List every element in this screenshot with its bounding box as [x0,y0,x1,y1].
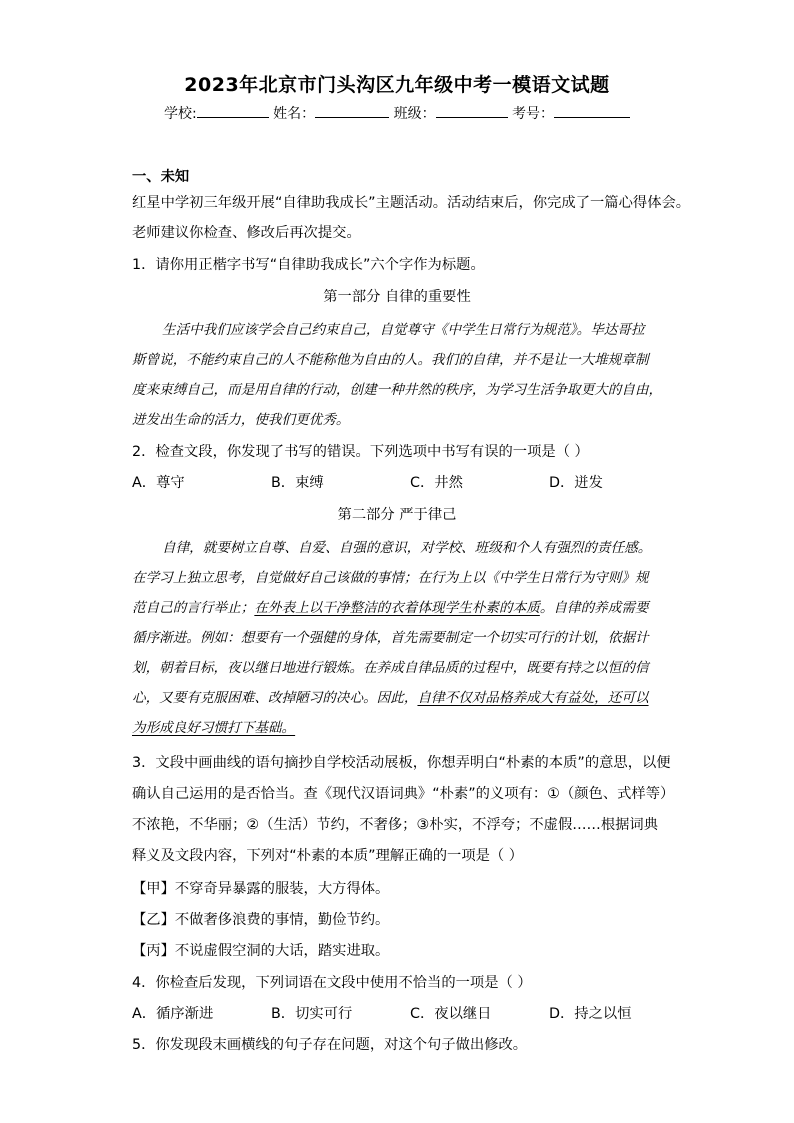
question-3-line: 3．文段中画曲线的语句摘抄自学校活动展板，你想弄明白“朴素的本质”的意思，以便 [132,755,671,771]
passage-line: 斯曾说，不能约束自己的人不能称他为自由的人。我们的自律，并不是让一大堆规章制 [132,352,649,368]
exam-no-blank[interactable] [554,103,630,118]
underlined-sentence: 为形成良好习惯打下基础。 [132,720,296,736]
passage-text: 范自己的言行举止； [132,600,255,616]
q4-option-a[interactable]: A．循序渐进 [132,1006,214,1022]
passage-line [132,596,664,616]
q4-options [132,1003,692,1023]
class-blank[interactable] [436,103,508,118]
q3-choice-jia[interactable]: 【甲】不穿奇异暴露的服装，大方得体。 [132,881,390,897]
passage-line [132,716,664,736]
q2-option-c[interactable]: C．井然 [410,475,463,491]
question-4: 4．你检查后发现，下列词语在文段中使用不恰当的一项是（ ） [132,975,532,991]
passage-line [132,686,664,706]
underlined-sentence: 自律不仅对品格养成大有益处，还可以 [417,690,649,706]
q4-option-b[interactable]: B．切实可行 [271,1006,353,1022]
question-5: 5．你发现段末画横线的句子存在问题，对这个句子做出修改。 [132,1037,528,1053]
name-blank[interactable] [315,103,389,118]
passage-line: 生活中我们应该学会自己约束自己，自觉尊守《中学生日常行为规范》。毕达哥拉 [162,322,645,338]
question-3-line: 确认自己运用的是否恰当。查《现代汉语词典》“朴素”的义项有：①（颜色、式样等） [132,786,675,802]
q3-choice-yi[interactable]: 【乙】不做奢侈浪费的事情，勤俭节约。 [132,912,390,928]
section-heading: 一、未知 [132,169,190,185]
intro-line: 红星中学初三年级开展“自律助我成长”主题活动。活动结束后，你完成了一篇心得体会。 [132,195,691,211]
exam-no-label: 考号： [512,106,555,122]
exam-title: 2023年北京市门头沟区九年级中考一模语文试题 [184,74,610,96]
q3-choice-bing[interactable]: 【丙】不说虚假空洞的大话，踏实进取。 [132,943,390,959]
school-label: 学校: [163,106,197,122]
part2-heading: 第二部分 严于律己 [337,507,457,523]
question-3-line: 不浓艳，不华丽；②（生活）节约，不奢侈；③朴实，不浮夸；不虚假……根据词典 [132,817,659,833]
passage-line: 划，朝着目标，夜以继日地进行锻炼。在养成自律品质的过程中，既要有持之以恒的信 [132,660,649,676]
q2-option-a[interactable]: A．尊守 [132,475,185,491]
q2-option-b[interactable]: B．束缚 [271,475,324,491]
part1-heading: 第一部分 自律的重要性 [323,289,471,305]
passage-text: 心，又要有克服困难、改掉陋习的决心。因此， [132,690,418,706]
passage-line: 循序渐进。例如：想要有一个强健的身体，首先需要制定一个切实可行的计划，依据计 [132,630,649,646]
name-label: 姓名： [273,106,316,122]
q4-option-c[interactable]: C．夜以继日 [410,1006,492,1022]
passage-line: 度来束缚自己，而是用自律的行动，创建一种井然的秩序，为学习生活争取更大的自由， [132,382,663,398]
class-label: 班级： [393,106,436,122]
passage-text: 。自律的养成需要 [539,600,649,616]
question-2: 2．检查文段，你发现了书写的错误。下列选项中书写有误的一项是（ ） [132,444,589,460]
passage-line: 迸发出生命的活力，使我们更优秀。 [132,412,350,428]
passage-line: 自律，就要树立自尊、自爱、自强的意识，对学校、班级和个人有强烈的责任感。 [162,540,652,556]
question-1: 1．请你用正楷字书写“自律助我成长”六个字作为标题。 [132,257,485,273]
intro-line: 老师建议你检查、修改后再次提交。 [132,225,361,241]
student-info-row [0,103,794,123]
question-3-line: 释义及文段内容，下列对“朴素的本质”理解正确的一项是（ ） [132,848,524,864]
q2-options [132,472,692,492]
passage-line: 在学习上独立思考，自觉做好自己该做的事情；在行为上以《中学生日常行为守则》规 [132,570,649,586]
school-blank[interactable] [197,103,269,118]
curved-underlined-sentence: 在外表上以干净整洁的衣着体现学生朴素的本质 [254,600,540,616]
q4-option-d[interactable]: D．持之以恒 [549,1006,632,1022]
q2-option-d[interactable]: D．迸发 [549,475,603,491]
